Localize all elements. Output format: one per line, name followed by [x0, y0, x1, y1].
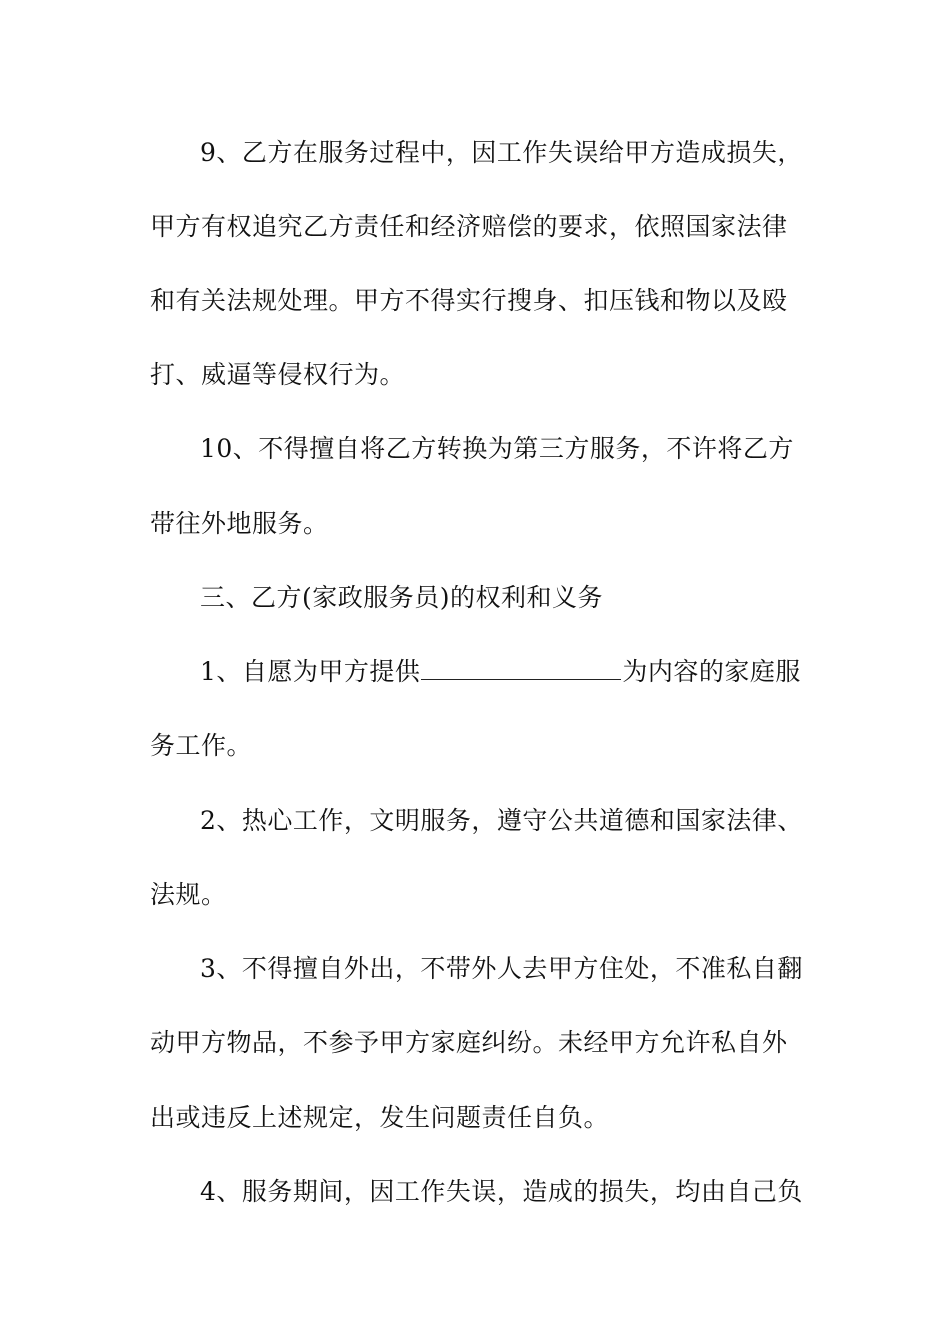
paragraph-line: 9、乙方在服务过程中，因工作失误给甲方造成损失，: [200, 138, 803, 167]
paragraph-line: 出或违反上述规定，发生问题责任自负。: [150, 1103, 610, 1132]
paragraph-line: 10、不得擅自将乙方转换为第三方服务，不许将乙方: [200, 434, 794, 463]
paragraph-line: [200, 656, 801, 688]
section-heading: 三、乙方(家政服务员)的权利和义务: [200, 583, 604, 612]
paragraph-line: 2、热心工作，文明服务，遵守公共道德和国家法律、: [200, 806, 803, 835]
paragraph-line: 带往外地服务。: [150, 509, 329, 538]
item1-text-after: 为内容的家庭服: [622, 657, 801, 686]
paragraph-line: 4、服务期间，因工作失误，造成的损失，均由自己负: [200, 1177, 803, 1206]
paragraph-line: 务工作。: [150, 731, 253, 760]
paragraph-line: 打、威逼等侵权行为。: [150, 360, 406, 389]
paragraph-line: 和有关法规处理。甲方不得实行搜身、扣压钱和物以及殴: [150, 286, 788, 315]
item1-text-before: 1、自愿为甲方提供: [200, 657, 421, 686]
paragraph-line: 甲方有权追究乙方责任和经济赔偿的要求，依照国家法律: [150, 212, 788, 241]
paragraph-line: 3、不得擅自外出，不带外人去甲方住处，不准私自翻: [200, 954, 803, 983]
paragraph-line: 动甲方物品，不参予甲方家庭纠纷。未经甲方允许私自外: [150, 1028, 788, 1057]
fill-in-blank: [421, 657, 621, 680]
paragraph-line: 法规。: [150, 880, 227, 909]
